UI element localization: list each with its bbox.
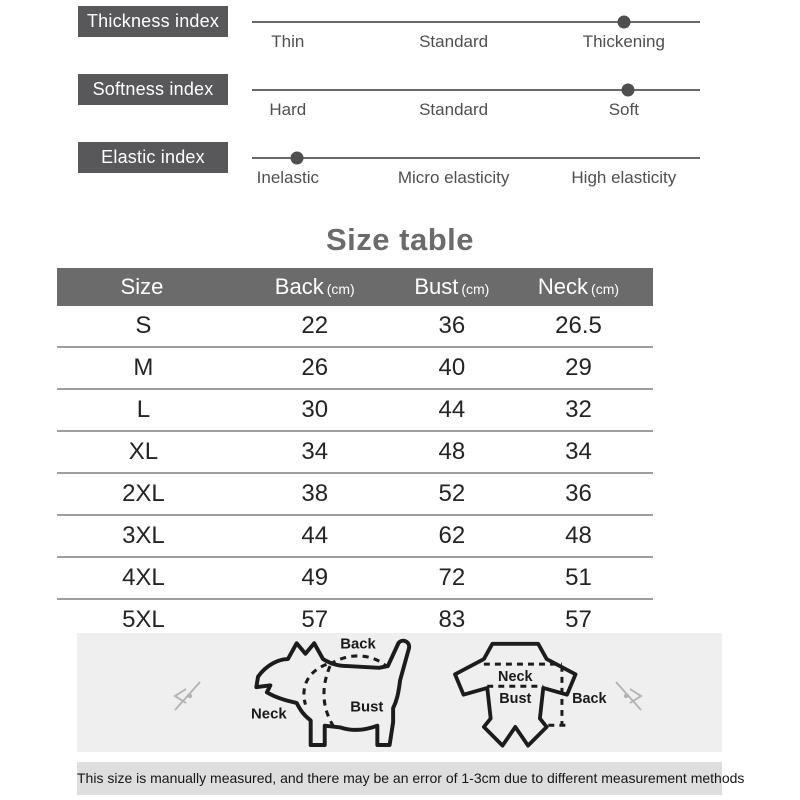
cell-bust: 44 bbox=[400, 389, 504, 431]
carousel-arrow-left-icon[interactable] bbox=[170, 679, 204, 713]
garment-back-label: Back bbox=[572, 691, 607, 708]
col-header-neck: Neck (cm) bbox=[504, 268, 653, 306]
dog-bust-label: Bust bbox=[350, 699, 384, 716]
cell-bust: 40 bbox=[400, 347, 504, 389]
cell-back: 22 bbox=[230, 306, 400, 347]
measuring-diagram bbox=[77, 633, 722, 752]
garment-measurement-sketch bbox=[435, 637, 621, 749]
col-header-back: Back (cm) bbox=[230, 268, 400, 306]
softness-slider-dot bbox=[622, 84, 635, 97]
cell-back: 57 bbox=[301, 606, 329, 633]
cell-neck: 57 bbox=[565, 606, 592, 633]
cell-size: 4XL bbox=[57, 557, 230, 599]
softness-tick-hard: Hard bbox=[269, 100, 307, 119]
garment-bust-label: Bust bbox=[499, 691, 532, 708]
table-row bbox=[57, 431, 653, 473]
size-table-header-row bbox=[57, 268, 653, 306]
softness-tick-soft: Soft bbox=[608, 100, 639, 119]
dog-outline bbox=[256, 641, 409, 745]
table-row bbox=[57, 306, 653, 347]
cell-neck: 36 bbox=[504, 473, 653, 515]
thickness-slider-dot bbox=[617, 16, 630, 29]
dog-neck-measure-line bbox=[304, 664, 327, 704]
elastic-slider-track bbox=[252, 157, 700, 159]
cell-bust: 72 bbox=[400, 557, 504, 599]
cell-neck: 26.5 bbox=[504, 306, 653, 347]
table-row bbox=[57, 473, 653, 515]
cell-back: 44 bbox=[230, 515, 400, 557]
cell-bust: 62 bbox=[400, 515, 504, 557]
cell-neck: 51 bbox=[504, 557, 653, 599]
thickness-slider-track bbox=[252, 21, 700, 23]
cell-bust: 52 bbox=[400, 473, 504, 515]
softness-index-row bbox=[0, 72, 800, 136]
table-row bbox=[57, 515, 653, 557]
cell-neck: 48 bbox=[504, 515, 653, 557]
cell-size: 5XL bbox=[122, 606, 165, 633]
elastic-index-row bbox=[0, 140, 800, 204]
thickness-tick-standard: Standard bbox=[419, 32, 489, 51]
col-header-bust: Bust (cm) bbox=[400, 268, 504, 306]
cell-back: 49 bbox=[230, 557, 400, 599]
cell-size: XL bbox=[57, 431, 230, 473]
elastic-slider-dot bbox=[290, 152, 303, 165]
cell-bust: 48 bbox=[400, 431, 504, 473]
cell-size: L bbox=[57, 389, 230, 431]
table-row bbox=[57, 389, 653, 431]
cell-neck: 34 bbox=[504, 431, 653, 473]
dog-measurement-sketch bbox=[249, 638, 425, 752]
garment-neck-label: Neck bbox=[498, 669, 533, 686]
table-row bbox=[57, 557, 653, 599]
softness-slider-track bbox=[252, 89, 700, 91]
elastic-index-label: Elastic index bbox=[78, 142, 228, 173]
cell-size: 3XL bbox=[57, 515, 230, 557]
cell-neck: 32 bbox=[504, 389, 653, 431]
elastic-tick-high: High elasticity bbox=[571, 168, 677, 187]
elastic-slider bbox=[252, 140, 700, 200]
thickness-tick-thin: Thin bbox=[271, 32, 305, 51]
size-table bbox=[57, 268, 653, 640]
cell-back: 26 bbox=[230, 347, 400, 389]
thickness-index-label: Thickness index bbox=[78, 6, 228, 37]
cell-size: M bbox=[57, 347, 230, 389]
col-header-size: Size bbox=[57, 268, 230, 306]
softness-index-label: Softness index bbox=[78, 74, 228, 105]
size-table-title: Size table bbox=[326, 222, 474, 257]
table-row bbox=[57, 347, 653, 389]
softness-tick-standard: Standard bbox=[419, 100, 489, 119]
cell-neck: 29 bbox=[504, 347, 653, 389]
cell-back: 30 bbox=[230, 389, 400, 431]
softness-slider bbox=[252, 72, 700, 132]
dog-bust-measure-line bbox=[324, 666, 335, 729]
cell-size: S bbox=[57, 306, 230, 347]
cell-back: 34 bbox=[230, 431, 400, 473]
cell-bust: 83 bbox=[438, 606, 466, 633]
elastic-tick-micro: Micro elasticity bbox=[397, 168, 510, 187]
thickness-tick-thickening: Thickening bbox=[582, 32, 665, 51]
cell-back: 38 bbox=[230, 473, 400, 515]
carousel-arrow-right-icon[interactable] bbox=[612, 679, 646, 713]
elastic-tick-inelastic: Inelastic bbox=[256, 168, 320, 187]
thickness-index-row bbox=[0, 4, 800, 68]
measurement-disclaimer: This size is manually measured, and there may be an error of 1-3cm due to different measurement methods bbox=[77, 762, 722, 795]
cell-size: 2XL bbox=[57, 473, 230, 515]
dog-back-label: Back bbox=[340, 638, 376, 653]
thickness-slider bbox=[252, 4, 700, 64]
cell-bust: 36 bbox=[400, 306, 504, 347]
dog-neck-label: Neck bbox=[251, 706, 287, 723]
